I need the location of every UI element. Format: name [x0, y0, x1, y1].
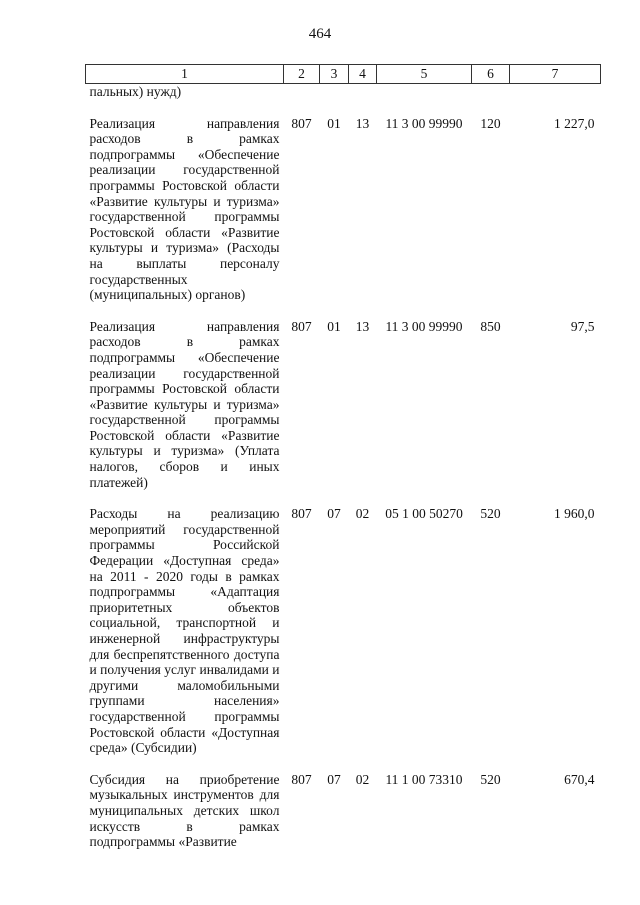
- row-ved: 807: [291, 115, 312, 131]
- column-header: 2: [284, 65, 320, 84]
- column-header: 7: [510, 65, 601, 84]
- row-csr: 11 3 00 99990: [385, 115, 463, 131]
- column-header: 5: [377, 65, 472, 84]
- continuation-row: [86, 84, 601, 100]
- table-row: [86, 756, 601, 850]
- row-ved: 807: [291, 506, 312, 522]
- row-ved: 807: [291, 318, 312, 334]
- budget-table: [85, 64, 601, 850]
- table-row: [86, 100, 601, 303]
- row-ved: 807: [291, 771, 312, 787]
- row-vr: 120: [480, 115, 501, 131]
- row-csr: 05 1 00 50270: [385, 506, 463, 522]
- row-pr: 02: [355, 771, 370, 787]
- row-name: Субсидия на приобретение музыкальных инструментов для муниципальных детских школ искусств в рамках подпрограммы «Развитие: [89, 771, 280, 850]
- row-pr: 13: [355, 318, 370, 334]
- continuation-text: пальных) нужд): [89, 84, 182, 99]
- row-vr: 850: [480, 318, 501, 334]
- table-row: [86, 303, 601, 491]
- row-csr: 11 3 00 99990: [385, 318, 463, 334]
- row-pr: 13: [355, 115, 370, 131]
- row-vr: 520: [480, 506, 501, 522]
- row-sum: 670,4: [564, 771, 595, 787]
- row-name: Реализация направления расходов в рамках подпрограммы «Обеспечение реализации государственной программы Ростовской области «Развитие культуры и туризма» государственной программы Ростовской области «Развитие культуры и туризма» (Расходы на выплаты персоналу государственных (муниципальных) органов): [89, 115, 280, 303]
- row-rz: 07: [327, 771, 341, 787]
- table-header: [86, 65, 601, 84]
- table-row: [86, 490, 601, 756]
- row-name: Реализация направления расходов в рамках подпрограммы «Обеспечение реализации государственной программы Ростовской области «Развитие культуры и туризма» государственной программы Ростовской области «Развитие культуры и туризма» (Уплата налогов, сборов и иных платежей): [89, 318, 280, 490]
- page-number: 464: [308, 26, 332, 42]
- column-header: 4: [349, 65, 377, 84]
- column-header: 1: [86, 65, 284, 84]
- row-rz: 01: [327, 318, 341, 334]
- row-csr: 11 1 00 73310: [385, 771, 463, 787]
- row-name: Расходы на реализацию мероприятий государственной программы Российской Федерации «Доступная среда» на 2011 - 2020 годы в рамках подпрограммы «Адаптация приоритетных объектов социальной, транспортной и инженерной инфраструктуры для беспрепятственного доступа и получения услуг инвалидами и другими маломобильными группами населения» государственной программы Ростовской области «Доступная среда» (Субсидии): [89, 506, 280, 756]
- row-sum: 1 227,0: [554, 115, 595, 131]
- row-sum: 97,5: [570, 318, 595, 334]
- row-rz: 07: [327, 506, 341, 522]
- row-pr: 02: [355, 506, 370, 522]
- row-rz: 01: [327, 115, 341, 131]
- column-header: 6: [472, 65, 510, 84]
- row-vr: 520: [480, 771, 501, 787]
- column-header: 3: [320, 65, 349, 84]
- row-sum: 1 960,0: [554, 506, 595, 522]
